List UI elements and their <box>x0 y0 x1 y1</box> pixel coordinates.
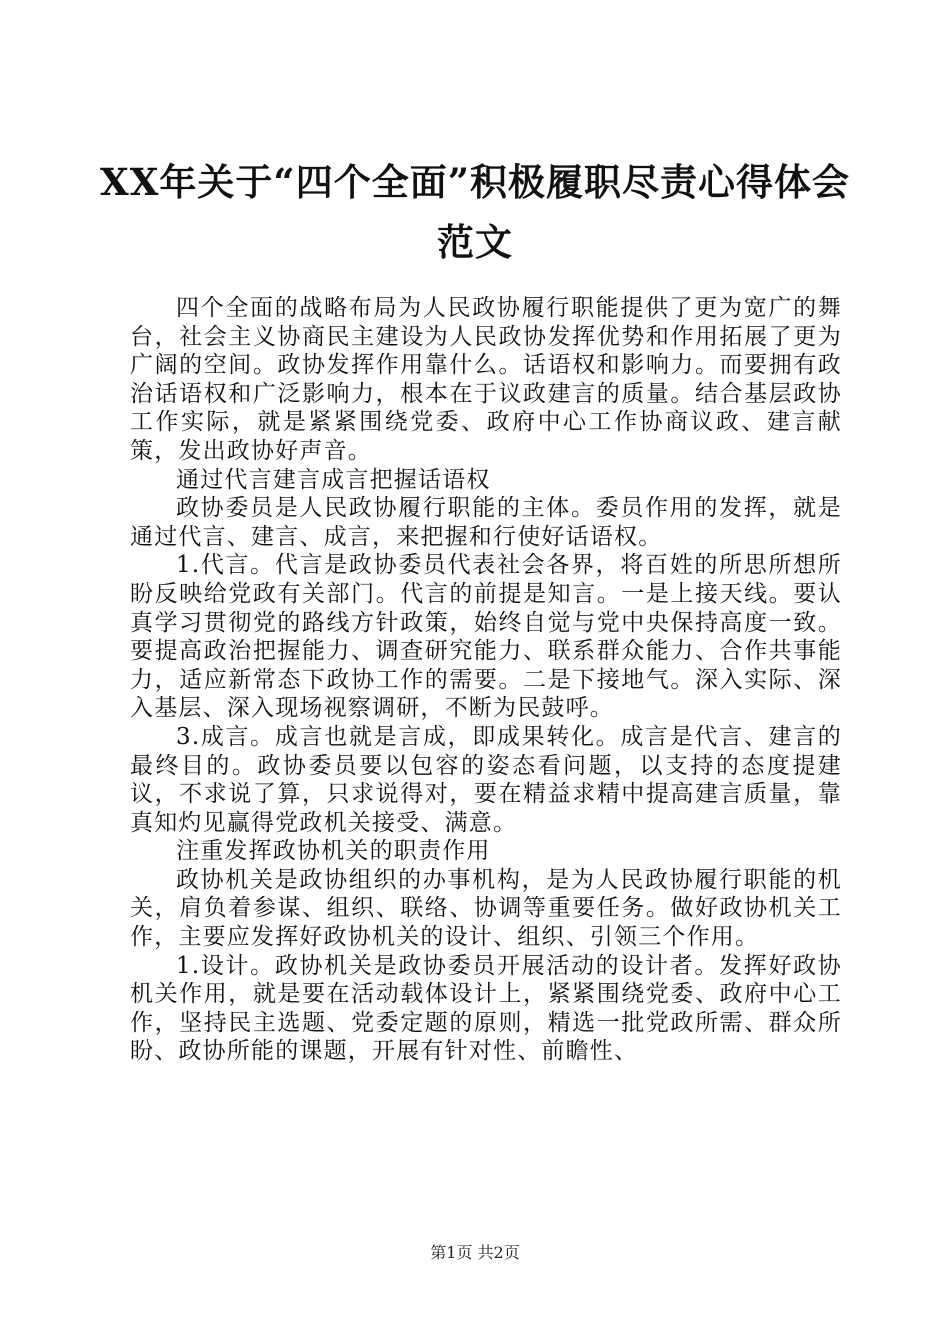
body-paragraph: 政协机关是政协组织的办事机构，是为人民政协履行职能的机关，肩负着参谋、组织、联络、协调等重要任务。做好政协机关工作，主要应发挥好政协机关的设计、组织、引领三个作用。 <box>130 866 842 951</box>
page-footer: 第1页 共2页 <box>430 1243 520 1262</box>
body-paragraph: 1.代言。代言是政协委员代表社会各界，将百姓的所思所想所盼反映给党政有关部门。代言的前提是知言。一是上接天线。要认真学习贯彻党的路线方针政策，始终自觉与党中央保持高度一致。要提高政治把握能力、调查研究能力、联系群众能力、合作共事能力，适应新常态下政协工作的需要。二是下接地气。深入实际、深入基层、深入现场视察调研，不断为民鼓呼。 <box>130 552 842 722</box>
body-paragraph: 政协委员是人民政协履行职能的主体。委员作用的发挥，就是通过代言、建言、成言，来把握和行使好话语权。 <box>130 495 842 550</box>
section-heading: 注重发挥政协机关的职责作用 <box>176 838 491 865</box>
document-body <box>130 294 842 1066</box>
body-paragraph: 1.设计。政协机关是政协委员开展活动的设计者。发挥好政协机关作用，就是要在活动载体设计上，紧紧围绕党委、政府中心工作，坚持民主选题、党委定题的原则，精选一批党政所需、群众所盼、政协所能的课题，开展有针对性、前瞻性、 <box>130 952 842 1065</box>
body-paragraph: 四个全面的战略布局为人民政协履行职能提供了更为宽广的舞台，社会主义协商民主建设为人民政协发挥优势和作用拓展了更为广阔的空间。政协发挥作用靠什么。话语权和影响力。而要拥有政治话语权和广泛影响力，根本在于议政建言的质量。结合基层政协工作实际，就是紧紧围绕党委、政府中心工作协商议政、建言献策，发出政协好声音。 <box>130 295 842 464</box>
section-heading: 通过代言建言成言把握话语权 <box>176 466 491 493</box>
document-title: XX年关于“四个全面”积极履职尽责心得体会范文 <box>100 160 850 264</box>
body-paragraph: 3.成言。成言也就是言成，即成果转化。成言是代言、建言的最终目的。政协委员要以包容的姿态看问题，以支持的态度提建议，不求说了算，只求说得对，要在精益求精中提高建言质量，靠真知灼见赢得党政机关接受、满意。 <box>130 723 842 836</box>
